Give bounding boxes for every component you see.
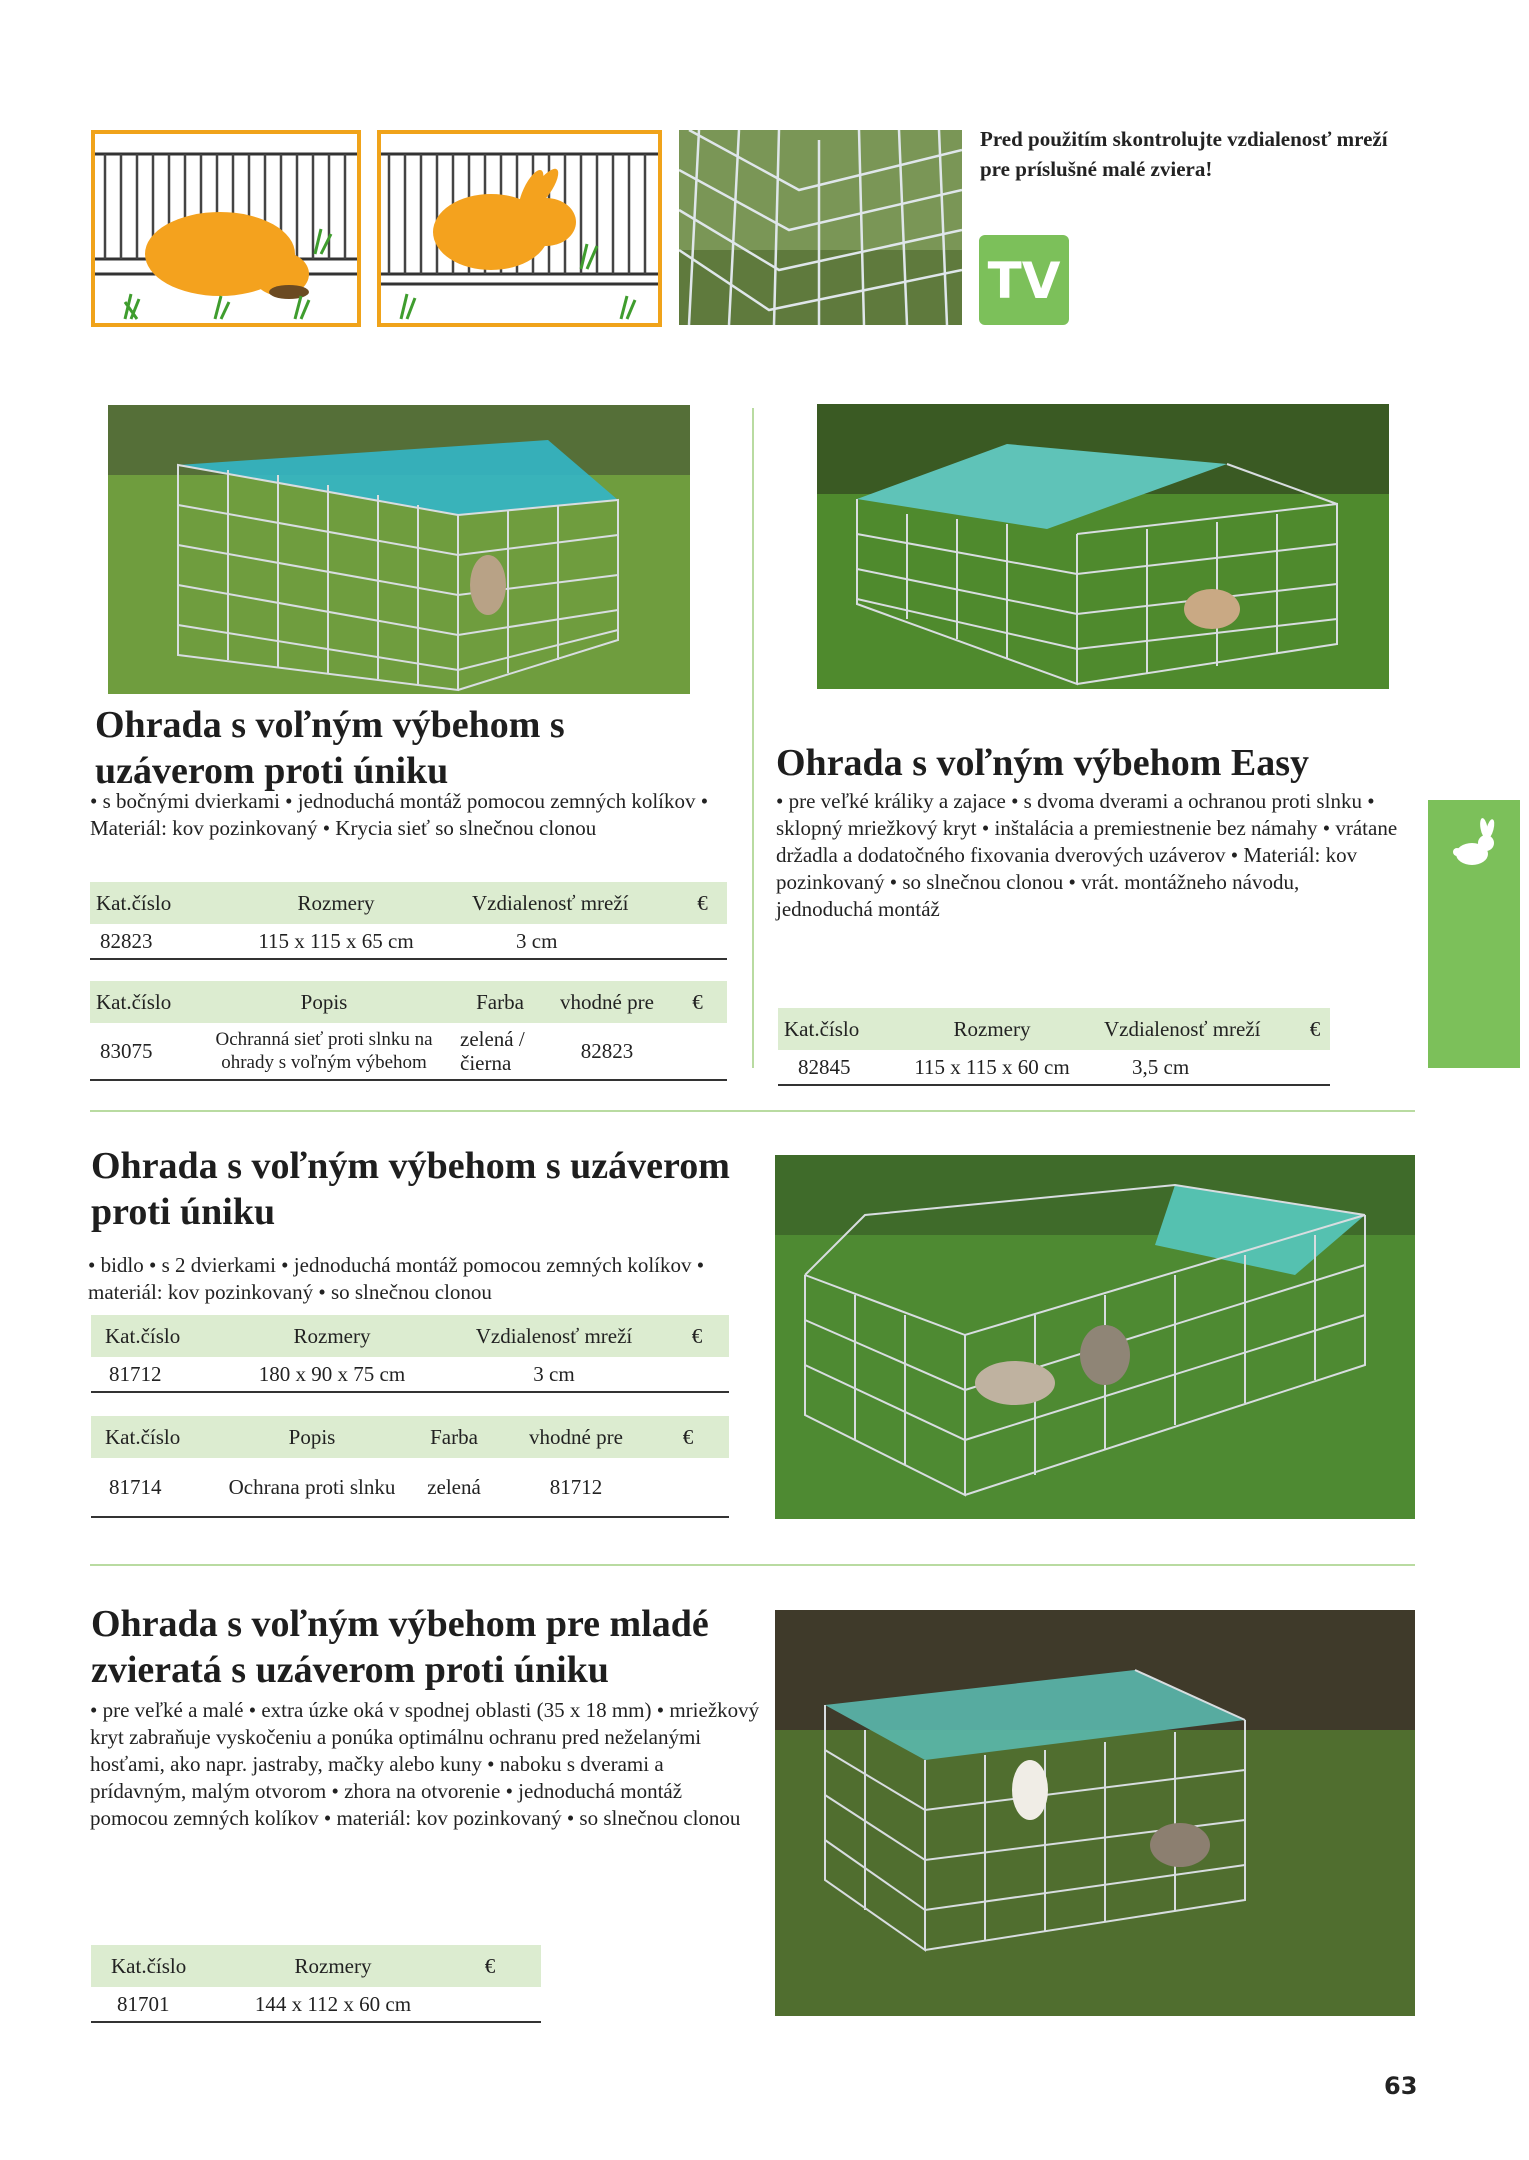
cell-price xyxy=(647,1458,729,1517)
product-title-82845 xyxy=(776,740,1376,786)
col-kat: Kat.číslo xyxy=(90,981,194,1023)
table-header-row xyxy=(90,882,727,924)
table-row xyxy=(91,1357,729,1392)
col-kat: Kat.číslo xyxy=(91,1315,221,1357)
cell-vhodne: 82823 xyxy=(546,1023,668,1080)
table-row xyxy=(778,1050,1330,1085)
col-farba: Farba xyxy=(454,981,546,1023)
table-row xyxy=(91,1458,729,1517)
product-title-text: Ohrada s voľným výbehom s uzáverom proti úniku xyxy=(91,1145,730,1233)
col-price: € xyxy=(665,1315,729,1357)
cell-kat: 82845 xyxy=(778,1050,886,1085)
col-rozmery: Rozmery xyxy=(206,882,466,924)
photo-product-82823 xyxy=(108,405,690,694)
tv-badge: TV xyxy=(979,235,1069,325)
cell-kat: 81701 xyxy=(91,1987,227,2022)
cell-kat: 82823 xyxy=(90,924,206,959)
cell-popis: Ochranná sieť proti slnku na ohrady s voľným výbehom xyxy=(194,1023,454,1080)
col-price: € xyxy=(647,1416,729,1458)
cell-price xyxy=(1300,1050,1330,1085)
col-vzdialenost: Vzdialenosť mreží xyxy=(443,1315,665,1357)
cell-vzdialenost: 3,5 cm xyxy=(1098,1050,1300,1085)
cell-vzdialenost: 3 cm xyxy=(443,1357,665,1392)
column-divider xyxy=(752,408,754,1068)
spec-table-81712 xyxy=(91,1315,729,1393)
product-title-text: Ohrada s voľným výbehom s uzáverom proti úniku xyxy=(95,704,565,792)
cell-rozmery: 115 x 115 x 60 cm xyxy=(886,1050,1098,1085)
table-header-row xyxy=(91,1315,729,1357)
cell-price xyxy=(665,1357,729,1392)
cell-popis: Ochrana proti slnku xyxy=(221,1458,403,1517)
col-rozmery: Rozmery xyxy=(221,1315,443,1357)
col-vzdialenost: Vzdialenosť mreží xyxy=(466,882,678,924)
cell-farba: zelená xyxy=(403,1458,505,1517)
col-vhodne: vhodné pre xyxy=(546,981,668,1023)
col-price: € xyxy=(668,981,727,1023)
col-rozmery: Rozmery xyxy=(886,1008,1098,1050)
cell-rozmery: 144 x 112 x 60 cm xyxy=(227,1987,439,2022)
cell-farba: zelená / čierna xyxy=(454,1023,546,1080)
col-price: € xyxy=(1300,1008,1330,1050)
table-header-row xyxy=(91,1416,729,1458)
product-title-82823 xyxy=(95,702,615,794)
table-header-row xyxy=(90,981,727,1023)
table-header-row xyxy=(91,1945,541,1987)
section-divider xyxy=(90,1110,1415,1112)
safety-note: Pred použitím skontrolujte vzdialenosť mreží pre príslušné malé zviera! xyxy=(980,127,1388,181)
accessory-table-83075 xyxy=(90,981,727,1081)
col-kat: Kat.číslo xyxy=(90,882,206,924)
cell-vhodne: 81712 xyxy=(505,1458,647,1517)
cell-price xyxy=(678,924,727,959)
illustration-rabbit-sitting xyxy=(377,130,662,327)
cell-rozmery: 115 x 115 x 65 cm xyxy=(206,924,466,959)
photo-product-82845 xyxy=(817,404,1389,689)
col-kat: Kat.číslo xyxy=(778,1008,886,1050)
cell-vzdialenost: 3 cm xyxy=(466,924,678,959)
spec-table-81701 xyxy=(91,1945,541,2023)
table-row xyxy=(90,1023,727,1080)
col-vhodne: vhodné pre xyxy=(505,1416,647,1458)
cell-price xyxy=(439,1987,541,2022)
product-title-text: Ohrada s voľným výbehom Easy xyxy=(776,742,1310,784)
col-popis: Popis xyxy=(194,981,454,1023)
photo-mesh-closeup xyxy=(679,130,962,325)
illustration-rabbit-digging xyxy=(91,130,361,327)
rabbit-icon xyxy=(1448,818,1500,870)
col-kat: Kat.číslo xyxy=(91,1945,227,1987)
section-divider xyxy=(90,1564,1415,1566)
table-row xyxy=(91,1987,541,2022)
product-desc-82845: • pre veľké králiky a zajace • s dvoma dverami a ochranou proti slnku • sklopný mriežkový kryt • inštalácia a premiestnenie bez námahy • vrátane držadla a dodatočného fixovania dverových uzáverov • Materiál: kov pozinkovaný • so slnečnou clonou • vrát. montážneho návodu, jednoduchá montáž xyxy=(776,789,1398,921)
cell-kat: 81714 xyxy=(91,1458,221,1517)
table-row xyxy=(90,924,727,959)
col-price: € xyxy=(678,882,727,924)
cell-rozmery: 180 x 90 x 75 cm xyxy=(221,1357,443,1392)
cell-kat: 81712 xyxy=(91,1357,221,1392)
spec-table-82823 xyxy=(90,882,727,960)
cell-price xyxy=(668,1023,727,1080)
col-popis: Popis xyxy=(221,1416,403,1458)
col-price: € xyxy=(439,1945,541,1987)
photo-product-81701 xyxy=(775,1610,1415,2016)
col-vzdialenost: Vzdialenosť mreží xyxy=(1098,1008,1300,1050)
product-title-81712 xyxy=(91,1143,741,1235)
category-tab xyxy=(1428,800,1520,1068)
product-title-81701 xyxy=(91,1601,741,1693)
cell-kat: 83075 xyxy=(90,1023,194,1080)
table-header-row xyxy=(778,1008,1330,1050)
col-rozmery: Rozmery xyxy=(227,1945,439,1987)
accessory-table-81714 xyxy=(91,1416,729,1518)
spec-table-82845 xyxy=(778,1008,1330,1086)
page-number: 63 xyxy=(1384,2072,1418,2100)
col-kat: Kat.číslo xyxy=(91,1416,221,1458)
product-desc-81712: • bidlo • s 2 dvierkami • jednoduchá montáž pomocou zemných kolíkov • materiál: kov pozinkovaný • so slnečnou clonou xyxy=(88,1253,705,1304)
product-desc-81701: • pre veľké a malé • extra úzke oká v spodnej oblasti (35 x 18 mm) • mriežkový kryt zabraňuje vyskočeniu a ponúka optimálnu ochranu pred neželanými hosťami, ako napr. jastraby, mačky alebo kuny • naboku s dverami a prídavným, malým otvorom • zhora na otvorenie • jednoduchá montáž pomocou zemných kolíkov • materiál: kov pozinkovaný • so slnečnou clonou xyxy=(90,1698,760,1830)
col-farba: Farba xyxy=(403,1416,505,1458)
photo-product-81712 xyxy=(775,1155,1415,1519)
product-desc-82823: • s bočnými dvierkami • jednoduchá montáž pomocou zemných kolíkov • Materiál: kov pozinkovaný • Krycia sieť so slnečnou clonou xyxy=(90,789,709,840)
product-title-text: Ohrada s voľným výbehom pre mladé zvieratá s uzáverom proti úniku xyxy=(91,1603,709,1691)
